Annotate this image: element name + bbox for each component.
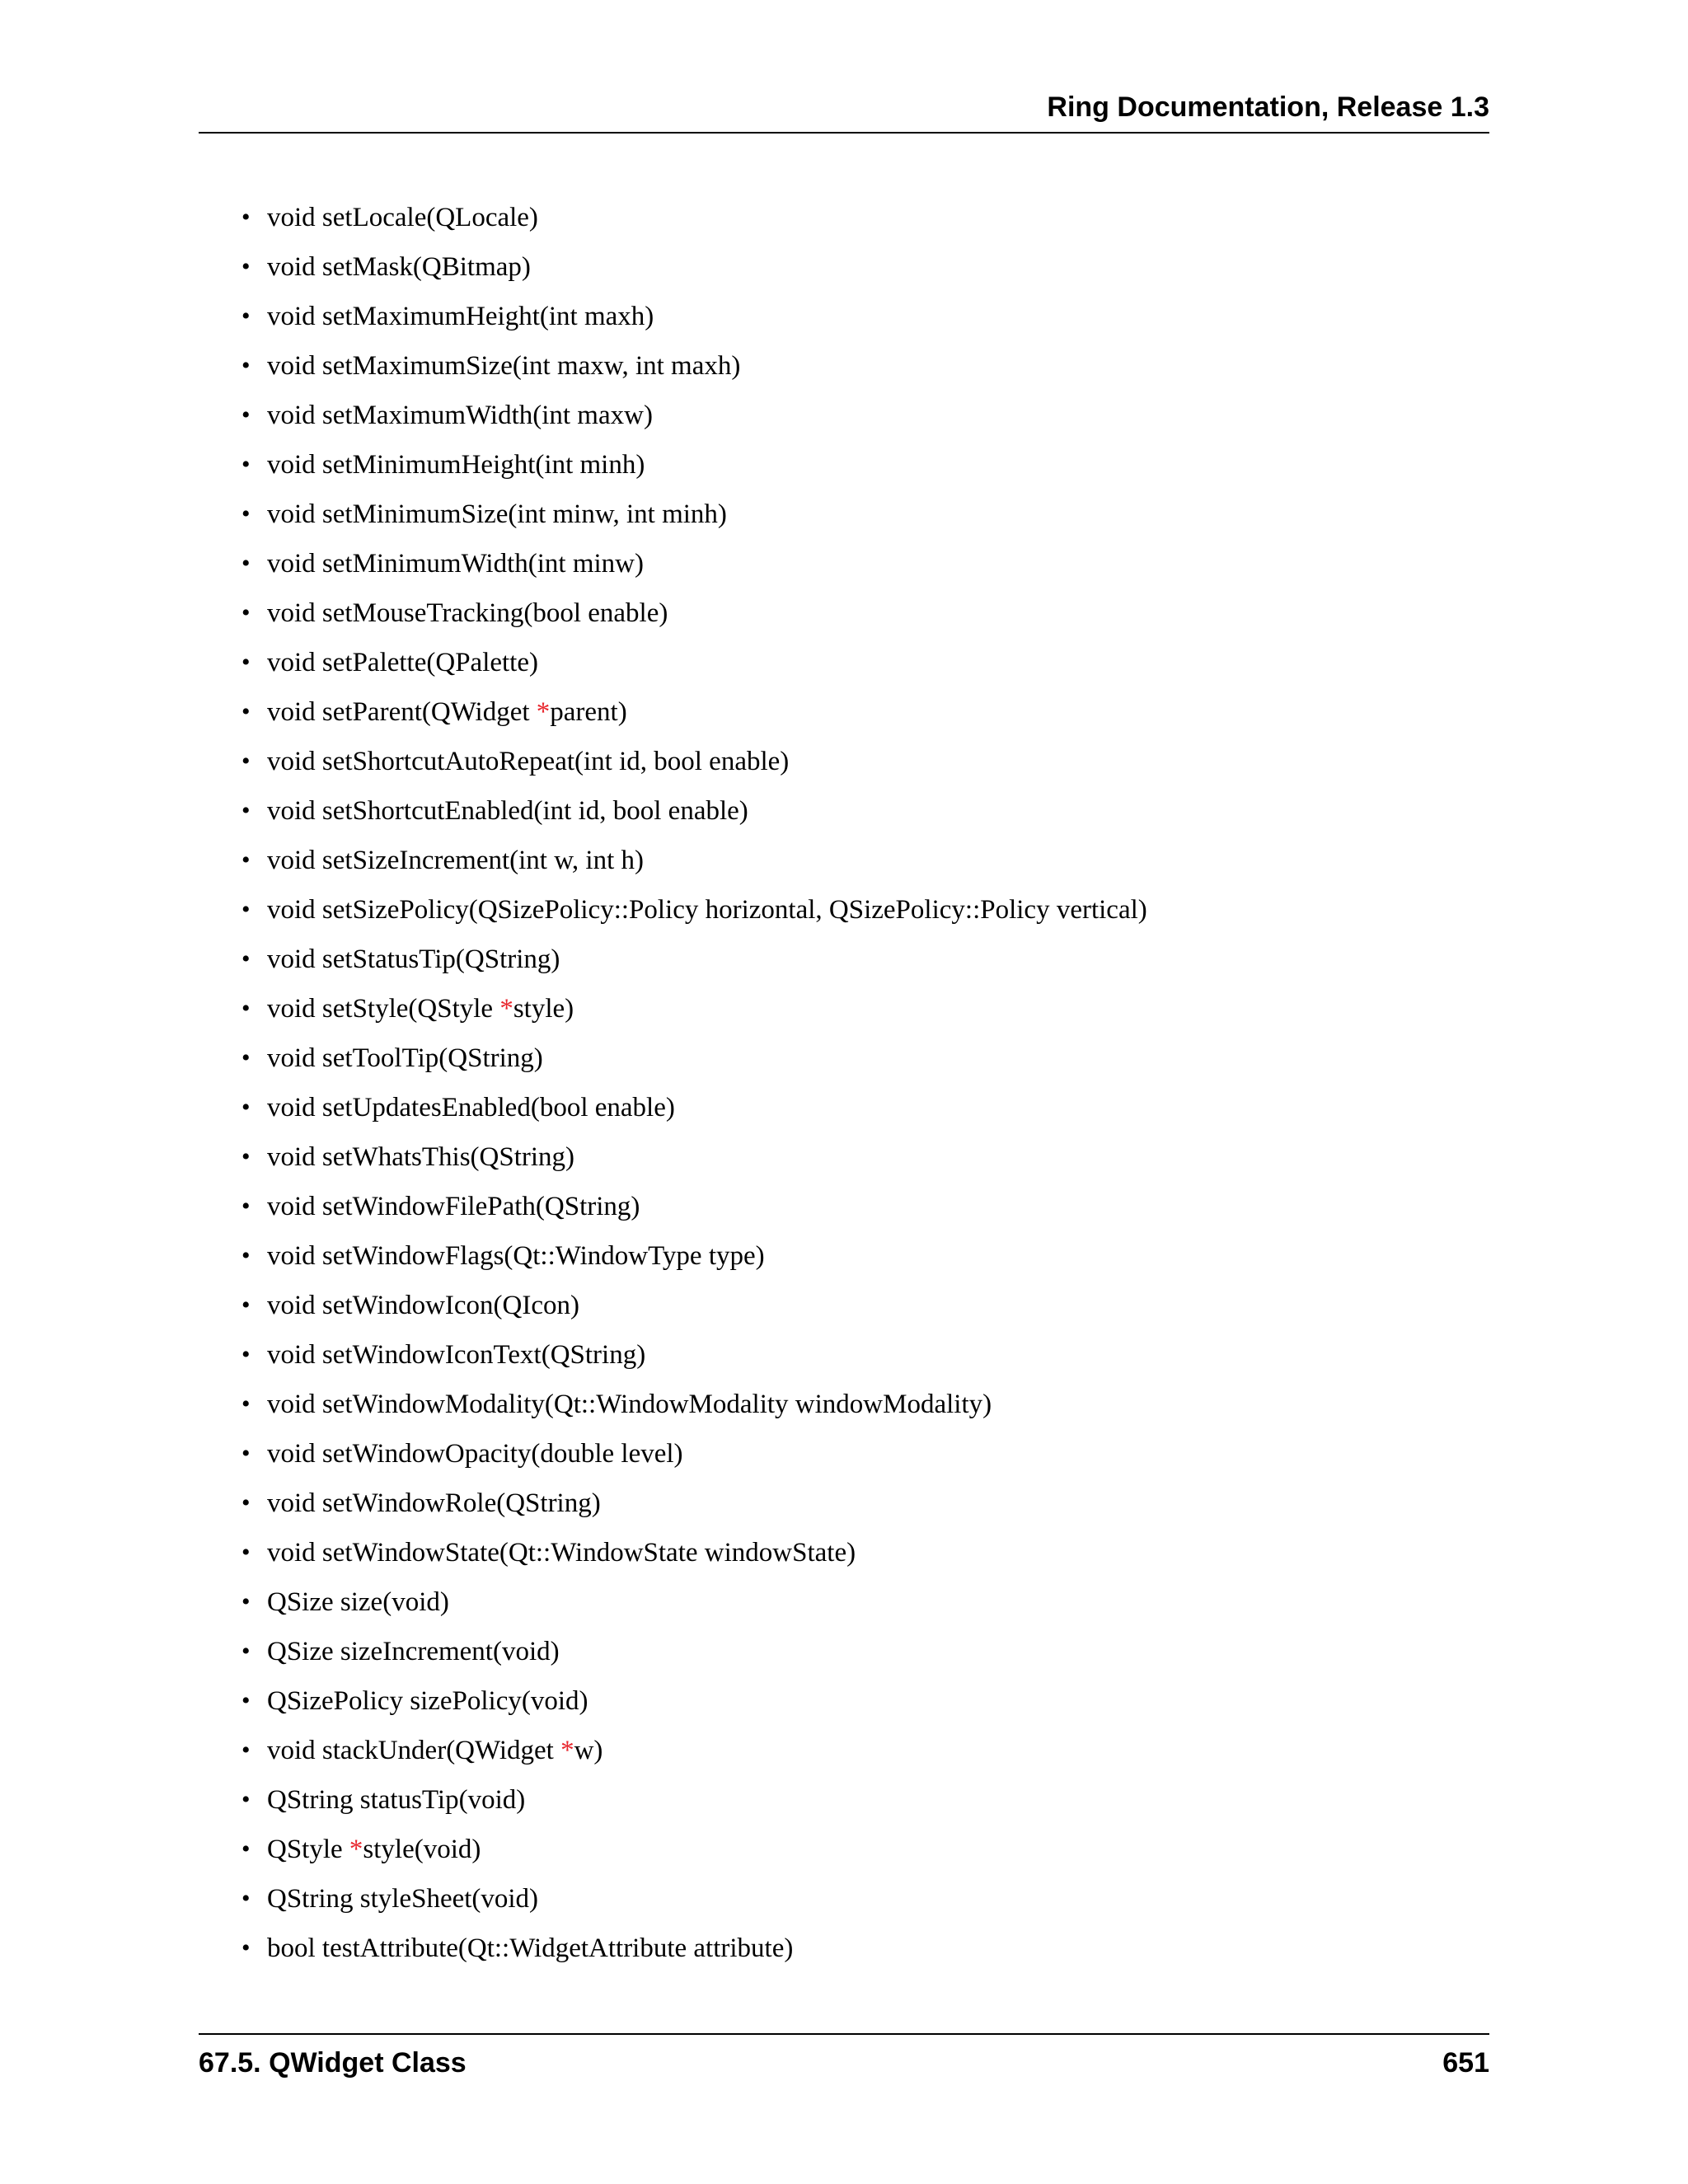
bullet-icon: • [241, 1489, 251, 1516]
pointer-star: * [536, 697, 551, 727]
page-footer [199, 2033, 1489, 2084]
method-signature [267, 1287, 579, 1324]
method-signature [267, 1337, 645, 1373]
bullet-icon: • [241, 649, 251, 676]
method-signature [267, 447, 645, 483]
bullet-icon: • [241, 599, 251, 626]
bullet-icon: • [241, 302, 251, 330]
signature-text: void setPalette(QPalette) [267, 648, 538, 677]
signature-text: void setSizeIncrement(int w, int h) [267, 846, 644, 875]
method-signature [267, 1930, 793, 1966]
signature-text: void setWindowIconText(QString) [267, 1340, 646, 1370]
bullet-icon: • [241, 401, 251, 429]
method-signature [267, 397, 653, 434]
signature-text: QString styleSheet(void) [267, 1884, 539, 1914]
signature-text: void setMask(QBitmap) [267, 252, 531, 282]
bullet-icon: • [241, 550, 251, 577]
signature-text: void setToolTip(QString) [267, 1043, 543, 1073]
method-signature [267, 348, 740, 384]
method-signature [267, 1584, 449, 1620]
signature-text: bool testAttribute(Qt::WidgetAttribute attribute) [267, 1933, 794, 1963]
method-signature [267, 1090, 675, 1126]
page-header [199, 89, 1489, 134]
method-signature [267, 1139, 574, 1175]
bullet-icon: • [241, 1885, 251, 1912]
signature-text: void setMaximumWidth(int maxw) [267, 401, 653, 430]
signature-text: void setMaximumSize(int maxw, int maxh) [267, 351, 741, 381]
bullet-icon: • [241, 1736, 251, 1764]
signature-text-tail: parent) [550, 697, 627, 727]
method-signature [267, 1188, 640, 1225]
pointer-star: * [499, 994, 513, 1024]
signature-text: QString statusTip(void) [267, 1785, 526, 1815]
method-signature [267, 892, 1147, 928]
signature-text: void setStatusTip(QString) [267, 944, 560, 974]
method-signature [267, 1831, 481, 1868]
signature-text: void setMinimumWidth(int minw) [267, 549, 644, 579]
signature-text: QSizePolicy sizePolicy(void) [267, 1686, 588, 1716]
signature-text: QSize sizeIncrement(void) [267, 1637, 560, 1666]
bullet-icon: • [241, 945, 251, 972]
bullet-icon: • [241, 1539, 251, 1566]
bullet-icon: • [241, 1638, 251, 1665]
bullet-icon: • [241, 797, 251, 824]
bullet-icon: • [241, 1193, 251, 1220]
signature-text: void setMouseTracking(bool enable) [267, 598, 668, 628]
method-signature [267, 199, 538, 236]
bullet-icon: • [241, 1044, 251, 1071]
signature-text: void setSizePolicy(QSizePolicy::Policy horizontal, QSizePolicy::Policy vertical) [267, 895, 1147, 925]
bullet-icon: • [241, 1440, 251, 1467]
signature-text: void setWindowState(Qt::WindowState windowState) [267, 1538, 856, 1568]
method-signature [267, 1732, 603, 1769]
bullet-icon: • [241, 748, 251, 775]
method-signature [267, 1782, 525, 1818]
signature-text: QSize size(void) [267, 1587, 449, 1617]
bullet-icon: • [241, 1291, 251, 1319]
method-signature [267, 1683, 588, 1719]
bullet-icon: • [241, 500, 251, 527]
method-signature [267, 991, 574, 1027]
pointer-star: * [349, 1835, 363, 1864]
bullet-icon: • [241, 352, 251, 379]
method-signature [267, 595, 668, 631]
method-signature [267, 743, 789, 780]
method-signature [267, 1633, 560, 1670]
method-signature [267, 694, 627, 730]
signature-text: void setWindowModality(Qt::WindowModality windowModality) [267, 1390, 992, 1419]
bullet-icon: • [241, 1094, 251, 1121]
signature-text: void setWindowOpacity(double level) [267, 1439, 683, 1469]
signature-text: void setWindowFlags(Qt::WindowType type) [267, 1241, 765, 1271]
signature-text-tail: w) [574, 1736, 603, 1765]
method-signature [267, 1436, 683, 1472]
method-signature [267, 1535, 856, 1571]
bullet-icon: • [241, 896, 251, 923]
method-signature [267, 298, 654, 335]
bullet-icon: • [241, 698, 251, 725]
bullet-icon: • [241, 451, 251, 478]
signature-text: void setParent(QWidget [267, 697, 537, 727]
bullet-icon: • [241, 1687, 251, 1714]
signature-text-tail: style(void) [363, 1835, 481, 1864]
bullet-icon: • [241, 204, 251, 231]
bullet-icon: • [241, 1242, 251, 1269]
signature-text: void setMinimumSize(int minw, int minh) [267, 499, 727, 529]
bullet-icon: • [241, 1588, 251, 1615]
signature-text: void setLocale(QLocale) [267, 203, 538, 232]
signature-text: void setWindowFilePath(QString) [267, 1192, 640, 1221]
signature-text: void setWindowIcon(QIcon) [267, 1291, 579, 1320]
bullet-icon: • [241, 1143, 251, 1170]
signature-text: void stackUnder(QWidget [267, 1736, 561, 1765]
document-title: Ring Documentation, Release 1.3 [1047, 91, 1489, 123]
method-signature [267, 1485, 601, 1521]
pointer-star: * [560, 1736, 574, 1765]
signature-text: void setMaximumHeight(int maxh) [267, 302, 654, 331]
method-signature [267, 1040, 543, 1076]
bullet-icon: • [241, 1835, 251, 1863]
bullet-icon: • [241, 253, 251, 280]
signature-text: void setShortcutEnabled(int id, bool enable) [267, 796, 748, 826]
signature-text: void setShortcutAutoRepeat(int id, bool enable) [267, 747, 790, 776]
signature-text: void setStyle(QStyle [267, 994, 500, 1024]
signature-text: QStyle [267, 1835, 349, 1864]
signature-text: void setWindowRole(QString) [267, 1488, 601, 1518]
method-signature [267, 249, 531, 285]
method-signature [267, 644, 538, 681]
bullet-icon: • [241, 1341, 251, 1368]
method-signature [267, 1881, 538, 1917]
page-number: 651 [1442, 2047, 1489, 2079]
bullet-icon: • [241, 995, 251, 1022]
bullet-icon: • [241, 1786, 251, 1813]
signature-text-tail: style) [513, 994, 574, 1024]
method-signature [267, 1238, 765, 1274]
method-signature [267, 496, 727, 532]
method-signature [267, 941, 560, 977]
method-signature [267, 842, 644, 879]
signature-text: void setWhatsThis(QString) [267, 1142, 575, 1172]
method-signature [267, 546, 644, 582]
bullet-icon: • [241, 1934, 251, 1961]
method-signature [267, 1386, 992, 1422]
method-signature [267, 793, 748, 829]
section-title: 67.5. QWidget Class [199, 2047, 467, 2079]
bullet-icon: • [241, 1390, 251, 1418]
signature-text: void setUpdatesEnabled(bool enable) [267, 1093, 675, 1122]
bullet-icon: • [241, 846, 251, 874]
signature-text: void setMinimumHeight(int minh) [267, 450, 645, 480]
